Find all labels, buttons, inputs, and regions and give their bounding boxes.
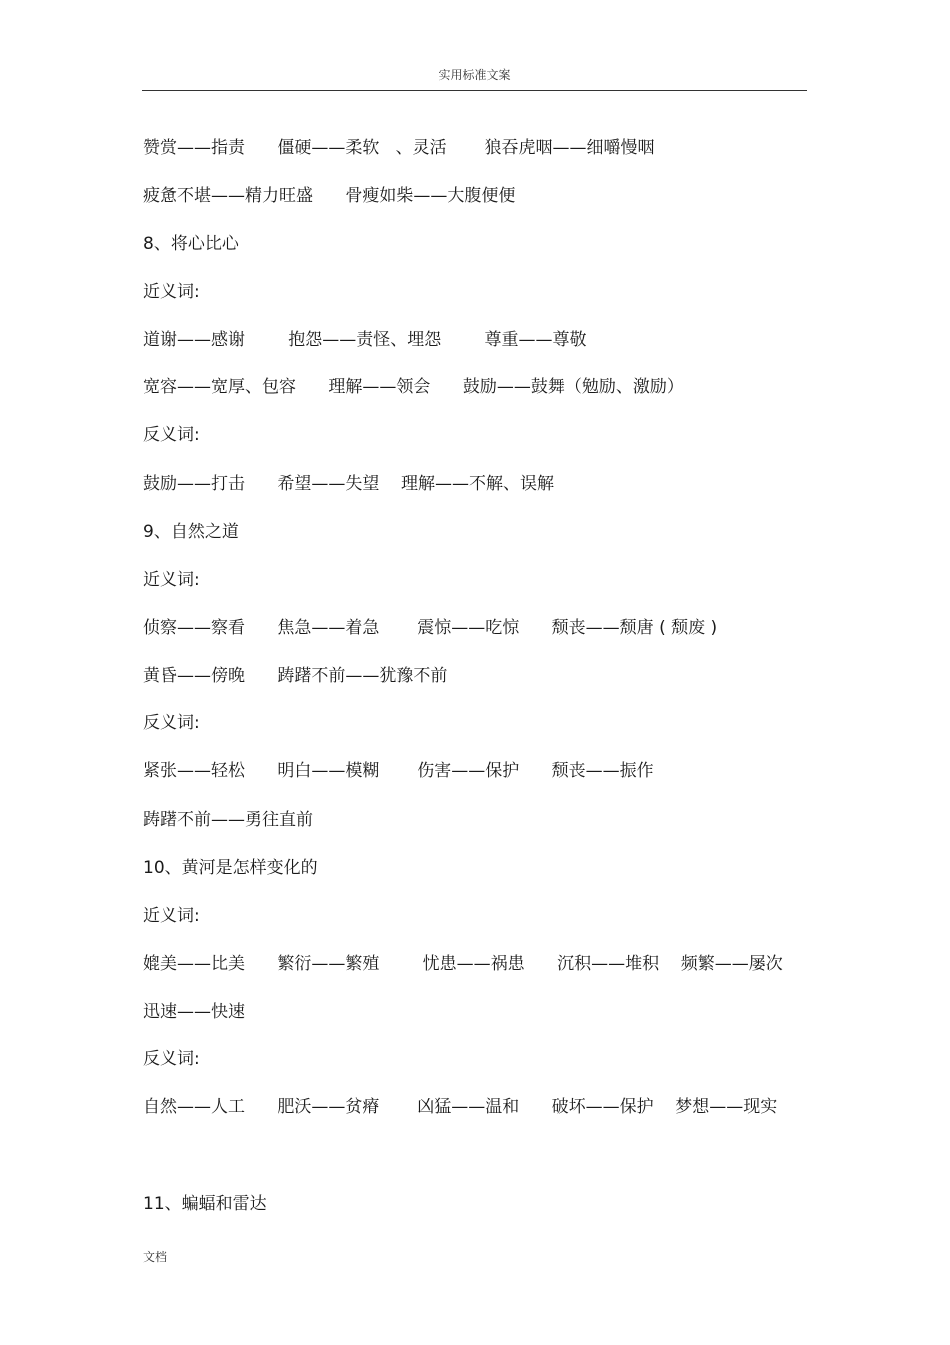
page-header: 实用标准文案: [438, 68, 511, 82]
text-line: 侦察——察看 焦急——着急 震惊——吃惊 颓丧——颓唐 ( 颓废 ): [143, 618, 718, 638]
text-line: 道谢——感谢 抱怨——责怪、埋怨 尊重——尊敬: [143, 330, 587, 350]
subheading-antonyms: 反义词:: [143, 1049, 200, 1069]
text-line: 疲惫不堪——精力旺盛 骨瘦如柴——大腹便便: [143, 186, 516, 206]
section-heading: 10、黄河是怎样变化的: [143, 858, 318, 878]
subheading-synonyms: 近义词:: [143, 570, 200, 590]
text-line: 迅速——快速: [143, 1002, 245, 1022]
text-line: 赞赏——指责 僵硬——柔软 、灵活 狼吞虎咽——细嚼慢咽: [143, 138, 655, 158]
text-line: 宽容——宽厚、包容 理解——领会 鼓励——鼓舞（勉励、激励）: [143, 377, 684, 397]
subheading-synonyms: 近义词:: [143, 282, 200, 302]
subheading-antonyms: 反义词:: [143, 425, 200, 445]
text-line: 自然——人工 肥沃——贫瘠 凶猛——温和 破坏——保护 梦想——现实: [143, 1097, 778, 1117]
text-line: 黄昏——傍晚 踌躇不前——犹豫不前: [143, 666, 448, 686]
section-heading: 8、将心比心: [143, 234, 239, 254]
text-line: 紧张——轻松 明白——模糊 伤害——保护 颓丧——振作: [143, 761, 654, 781]
text-line: 媲美——比美 繁衍——繁殖 忧患——祸患 沉积——堆积 频繁——屡次: [143, 954, 783, 974]
page-footer: 文档: [143, 1250, 168, 1264]
subheading-synonyms: 近义词:: [143, 906, 200, 926]
text-line: 鼓励——打击 希望——失望 理解——不解、误解: [143, 474, 555, 494]
subheading-antonyms: 反义词:: [143, 713, 200, 733]
section-heading: 11、蝙蝠和雷达: [143, 1194, 267, 1214]
section-heading: 9、自然之道: [143, 522, 239, 542]
text-line: 踌躇不前——勇往直前: [143, 810, 313, 830]
header-divider: [142, 90, 807, 91]
